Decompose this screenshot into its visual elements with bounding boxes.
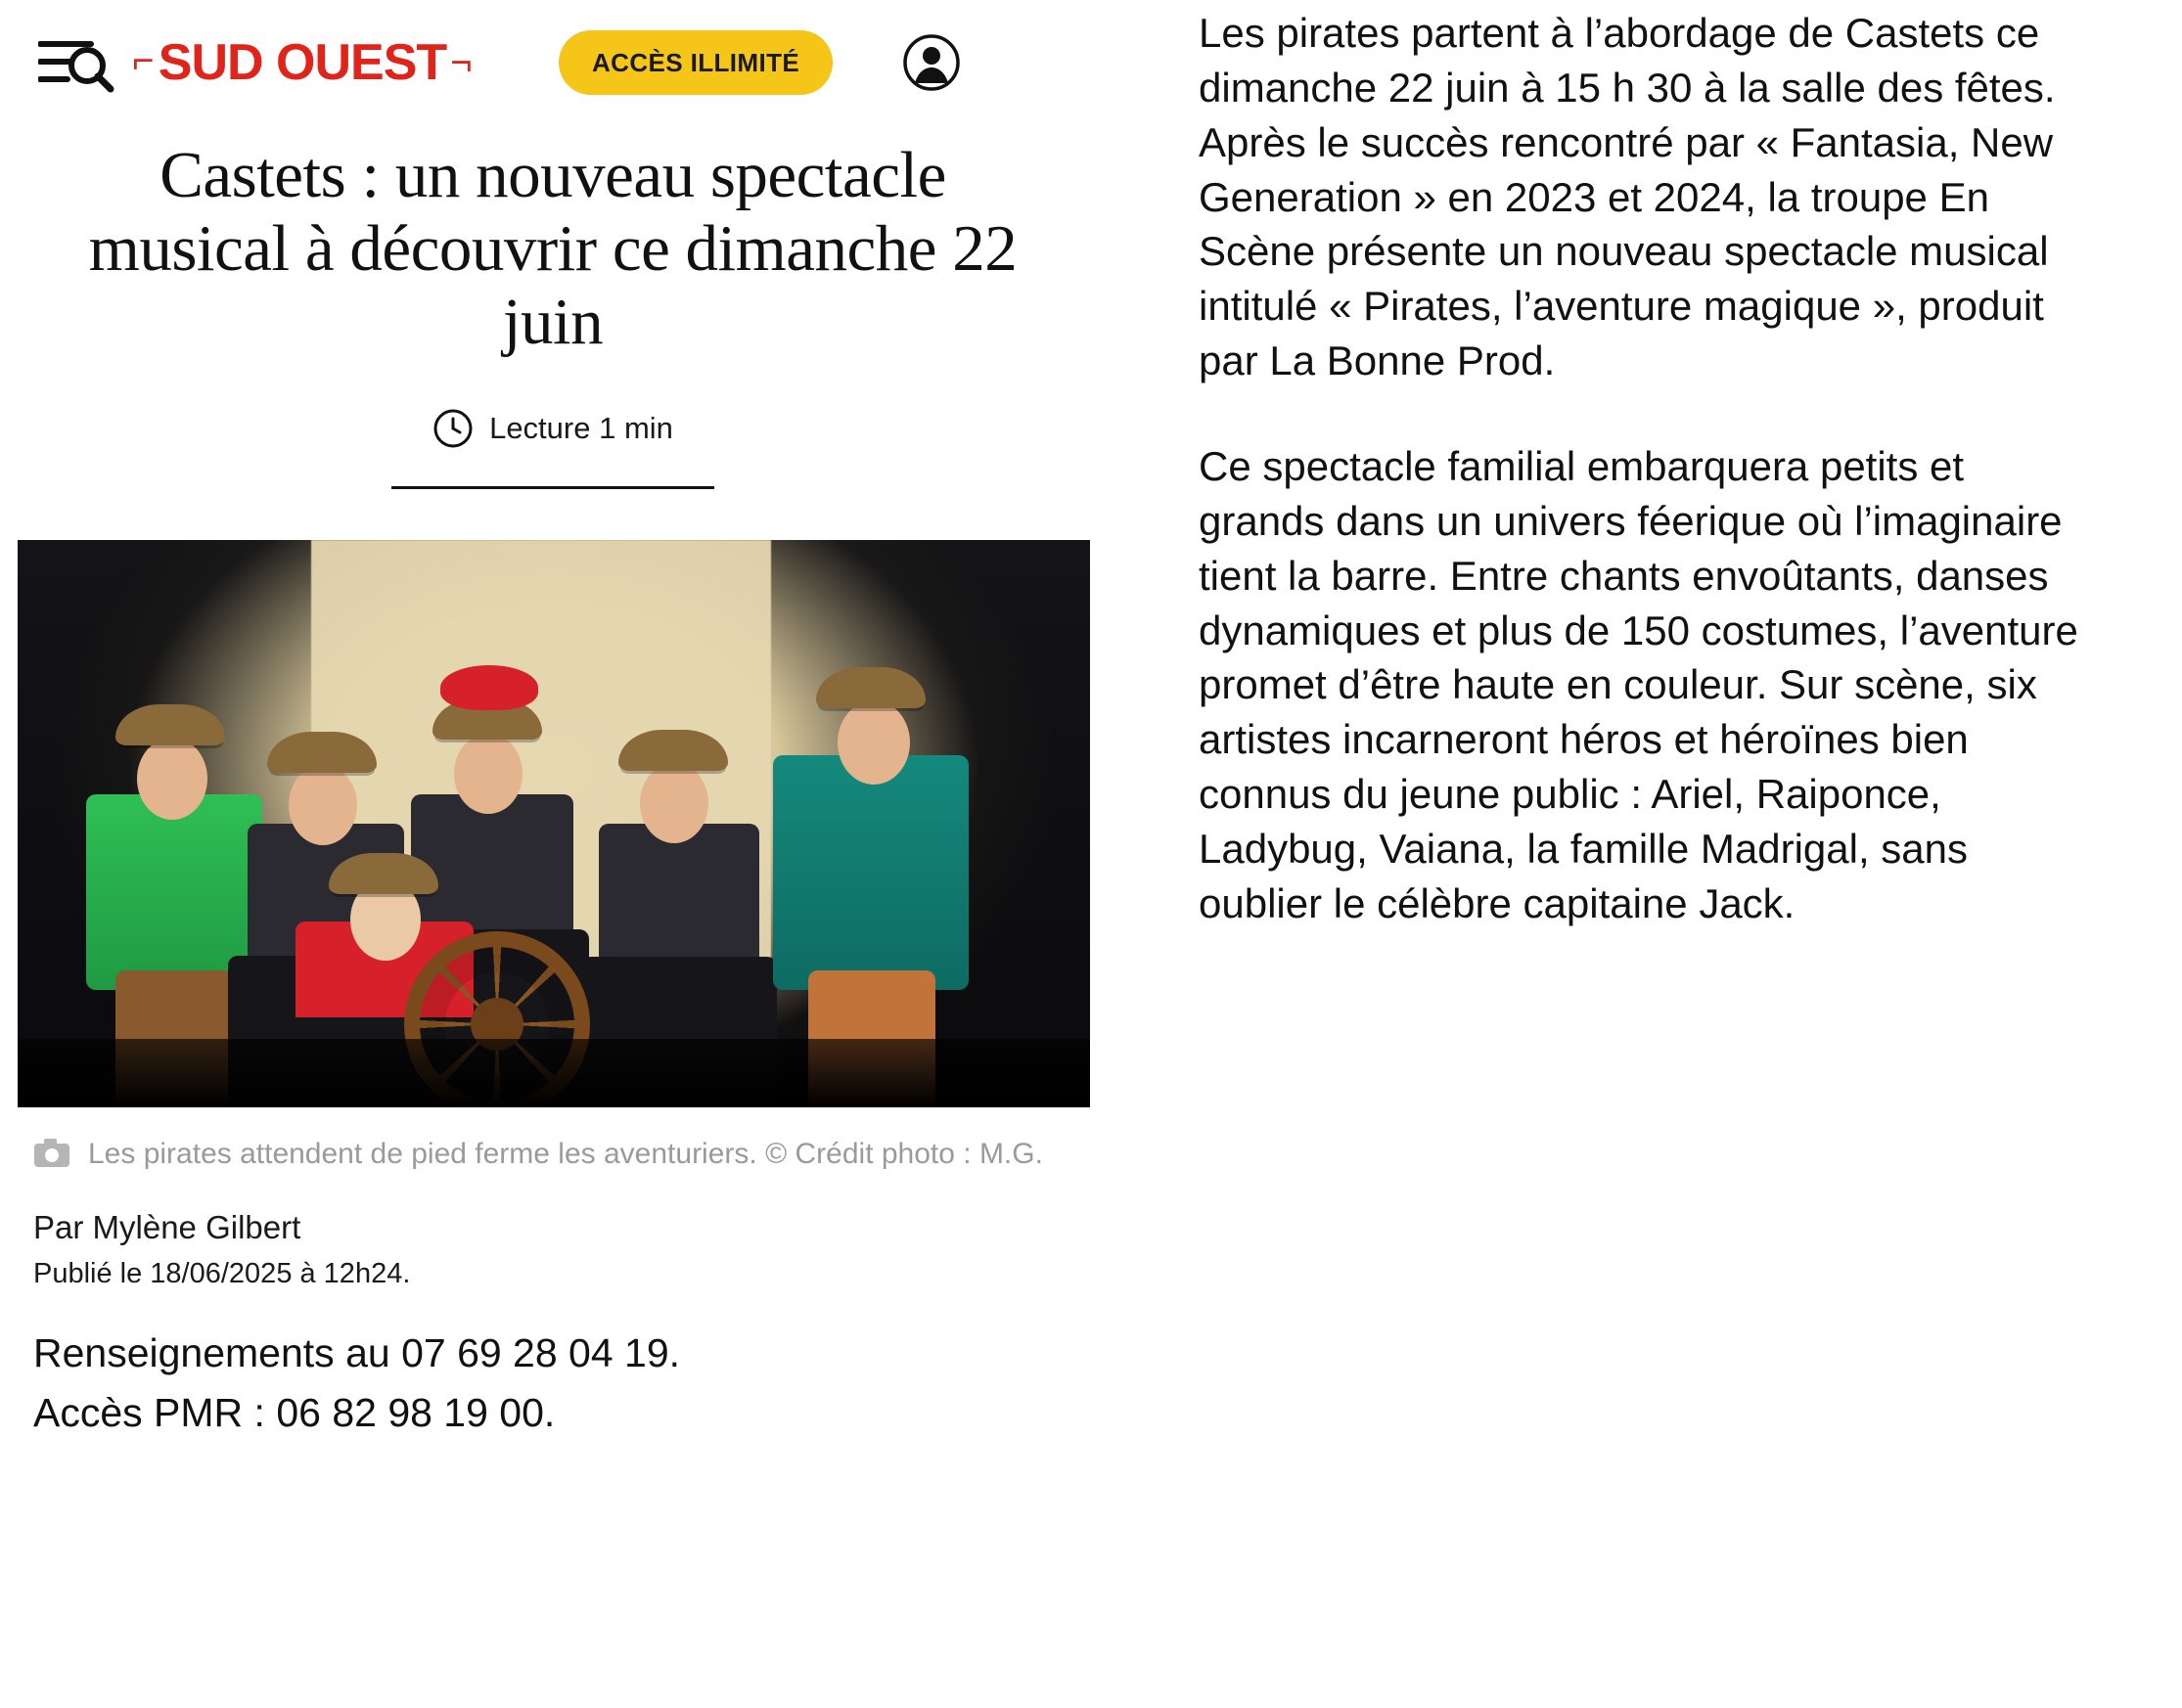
page-title: Castets : un nouveau spectacle musical à découvrir ce dimanche 22 juin <box>88 139 1018 359</box>
article-photo <box>18 540 1090 1107</box>
photo-caption <box>33 1135 1076 1180</box>
camera-icon <box>33 1139 70 1180</box>
sud-ouest-logo[interactable] <box>132 34 473 91</box>
access-illimite-button[interactable]: ACCÈS ILLIMITÉ <box>559 30 833 95</box>
logo-bracket-left: ⌐ <box>132 38 155 82</box>
logo-text: SUD OUEST <box>158 34 447 91</box>
pirate-hat <box>267 732 377 773</box>
pirate-hat <box>816 667 926 708</box>
pirate-hat <box>329 853 438 894</box>
logo-bracket-right: ¬ <box>450 40 473 84</box>
read-time-label: Lecture 1 min <box>489 411 673 446</box>
read-time <box>0 408 1106 449</box>
menu-search-icon[interactable] <box>29 32 122 93</box>
stage-floor <box>18 1039 1090 1107</box>
body-paragraph-2: Ce spectacle familial embarquera petits et grands dans un univers féerique où l’imaginaire tient la barre. Entre chants envoûtants, danses dynamiques et plus de 150 costumes, l’aventure promet d’être haute en couleur. Sur scène, six artistes incarneront héros et héroïnes bien connus du jeune public : Ariel, Raiponce, Ladybug, Vaiana, la famille Madrigal, sans oublier le célèbre capitaine Jack. <box>1199 443 2078 926</box>
contact-info <box>33 1324 1106 1444</box>
pirate-hat <box>618 730 728 771</box>
account-user-icon[interactable] <box>901 32 962 93</box>
title-divider <box>391 486 714 489</box>
pirate-hat <box>115 704 225 745</box>
contact-info-line-1: Renseignements au 07 69 28 04 19. <box>33 1329 681 1375</box>
red-plume <box>440 665 538 710</box>
body-paragraph-1: Les pirates partent à l’abordage de Castets ce dimanche 22 juin à 15 h 30 à la salle des fêtes. Après le succès rencontré par « Fantasia, New Generation » en 2023 et 2024, la troupe En Scène présente un nouveau spectacle musical intitulé « Pirates, l’aventure magique », produit par La Bonne Prod. <box>1199 10 2056 384</box>
contact-info-line-2: Accès PMR : 06 82 98 19 00. <box>33 1390 556 1436</box>
photo-caption-text: Les pirates attendent de pied ferme les aventuriers. © Crédit photo : M.G. <box>88 1138 1043 1171</box>
article-published-date: Publié le 18/06/2025 à 12h24. <box>33 1257 411 1289</box>
site-header <box>0 0 1106 125</box>
clock-icon <box>432 408 474 449</box>
article-byline: Par Mylène Gilbert <box>33 1208 301 1245</box>
article-body <box>1106 0 2182 1708</box>
